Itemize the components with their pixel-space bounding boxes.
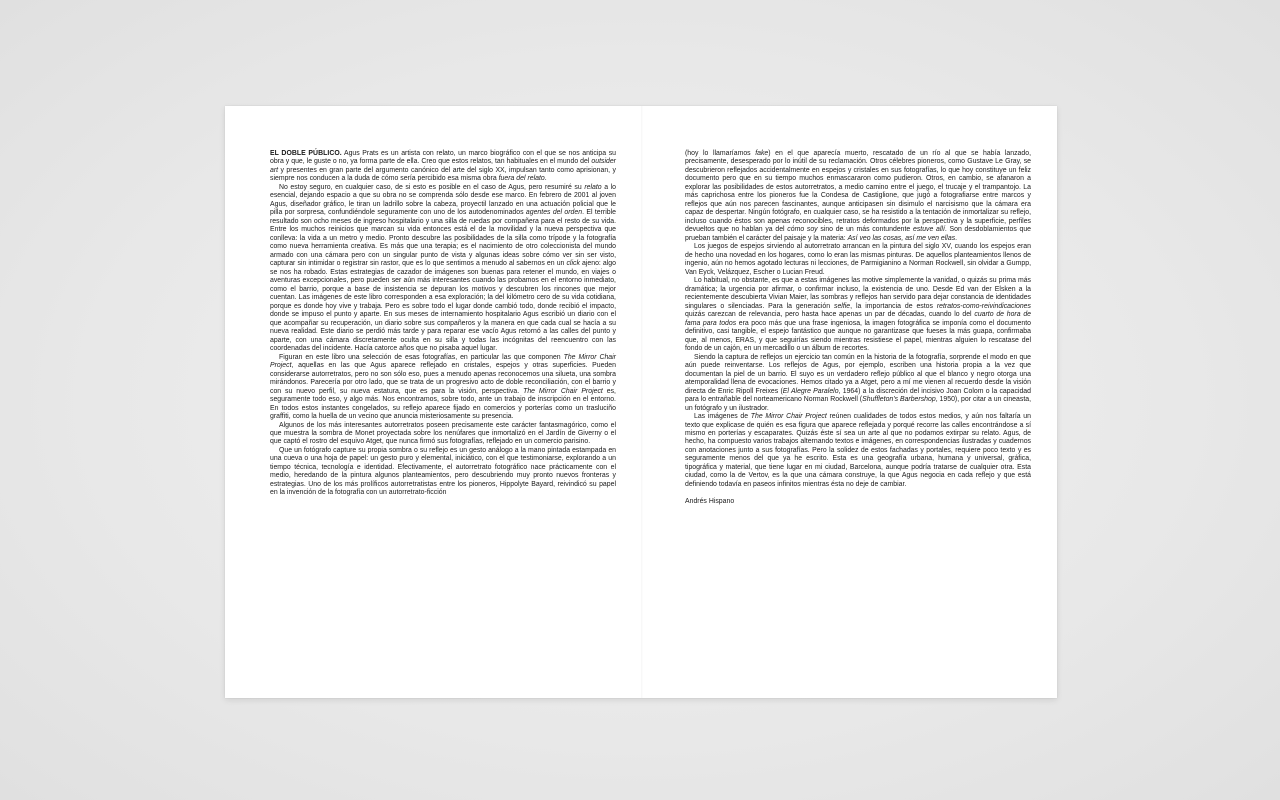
emphasis-text: El Alegre Paralelo: [782, 387, 839, 395]
left-paragraph-4: Algunos de los más interesantes autorretratos poseen precisamente este carácter fantasmagórico, como el que muestra la sombra de Monet proyectada sobre los nenúfares que inmortalizó en el Jardín de Giverny o el que captó el rostro del esquivo Atget, que nunca firmó sus fotografías, reflejado en un comercio parisino.: [270, 421, 616, 446]
book-spread: [225, 106, 1057, 698]
emphasis-text: The Mirror Chair Project: [523, 387, 603, 395]
right-paragraph-1: (hoy lo llamaríamos fake) en el que aparecía muerto, rescatado de un río al que se había lanzado, precisamente, desesperado por lo inútil de su reclamación. Otros célebres pioneros, como Gustave Le Gray, se descubrieron reflejados accidentalmente en espejos y cristales en sus fotografías, lo que hoy constituye un feliz documento pero que en su tiempo muchos enmascararon como pudieron. Otros, en cambio, se afanaron a explorar las posibilidades de estos autorretratos, a medio camino entre el juego, el trucaje y el trampantojo. La más caprichosa entre los pioneros fue la Condesa de Castiglione, que jugó a fotografiarse entre marcos y reflejos que aún nos parecen fascinantes, aunque anticipasen sin disimulo el narcisismo que la cámara era capaz de despertar. Ningún fotógrafo, en cualquier caso, se ha resistido a la tentación de inmortalizar su reflejo, incluso cuando éstos son apenas reconocibles, retratos deformados por la perspectiva y la superficie, perfiles devueltos que no hablan ya del cómo soy sino de un más contundente estuve allí. Son desdoblamientos que prueban también el carácter del paisaje y la materia: Así veo las cosas, así me ven ellas.: [685, 150, 1031, 242]
right-page-text: [685, 150, 1031, 506]
emphasis-text: cuarto de hora de fama para todos: [685, 311, 1031, 327]
left-paragraph-3: Figuran en este libro una selección de esas fotografías, en particular las que componen The Mirror Chair Project, aquellas en las que Agus aparece reflejado en cristales, espejos y otras superficies. Pueden considerarse autorretratos, pero no son sólo eso, pues a menudo apenas reconocemos una silueta, una sombra mirándonos. Parecería por otro lado, que se trata de un progresivo acto de doble reconciliación, con el barrio y con su nuevo perfil, su nueva estatura, que es para la visión, perspectiva. The Mirror Chair Project es, seguramente todo eso, y algo más. Nos encontramos, sobre todo, ante un trabajo de inscripción en el entorno. En todos estos instantes congelados, su reflejo aparece fijado en comercios y porterías como un trasluciño graffiti, como la huella de un vecino que anuncia misteriosamente su presencia.: [270, 353, 616, 421]
book-gutter: [641, 106, 643, 698]
emphasis-text: relato: [584, 183, 602, 191]
emphasis-text: Así veo las cosas, así me ven ellas: [847, 234, 956, 242]
left-paragraph-2: No estoy seguro, en cualquier caso, de si esto es posible en el caso de Agus, pero resumiré su relato a lo esencial, dejando espacio a que su obra no se comprenda sólo desde ese marco. En febrero de 2001 al joven Agus, diseñador gráfico, le tiran un ladrillo sobre la cabeza, proyectil lanzado en una actuación policial que le pilla por sorpresa, confundiéndole seguramente con uno de los autodenominados agentes del orden. El terrible resultado son ocho meses de ingreso hospitalario y una silla de ruedas por compañera para el resto de su vida. Entre los muchos reinicios que marcan su vida entonces está el de la movilidad y la nueva perspectiva que conlleva: la vida a un metro y medio. Pronto descubre las posibilidades de la silla como trípode y la fotografía como nueva herramienta creativa. Es más que una terapia; es el nacimiento de otro coleccionista del mundo armado con una cámara pero con un singular punto de vista y algunas ideas sobre cómo ver sin ser visto, capturar sin intimidar o registrar sin rastor, que es lo que sentimos a menudo al sabernos en un click ajeno: algo se nos ha robado. Estas estrategias de cazador de imágenes son buenas para retener el mundo, en viajes o aventuras excepcionales, pero pueden ser aún más interesantes cuando las probamos en el entorno inmediato, como el barrio, porque a base de insistencia se depuran los motivos y descubren los rincones que mejor cuentan. Las imágenes de este libro corresponden a esa exploración; la del kilómetro cero de su vida cotidiana, porque es donde hoy vive y trabaja. Pero es sobre todo el lugar donde cambió todo, donde recibió el impacto, donde se impuso el punto y aparte. En sus meses de internamiento hospitalario Agus escribió un diario con el que acompañar su recuperación, un diario sobre sus compañeros y la manera en que cada cual se hacía a su nueva realidad. Este diario se perdió más tarde y para reparar ese vacío Agus retornó a las calles del punto y aparte, con una cámara discretamente oculta en su silla y todas las incógnitas del reencuentro con las coordenadas del incidente. Hacía catorce años que no pisaba aquel lugar.: [270, 183, 616, 353]
right-paragraph-2: Los juegos de espejos sirviendo al autorretrato arrancan en la pintura del siglo XV, cuando los espejos eran de hecho una novedad en los hogares, como lo eran las mismas pinturas. De aquellos planteamientos llenos de ingenio, aún no hemos agotado lecturas ni lecciones, de Parmigianino a Norman Rockwell, sin olvidar a Gumpp, Van Eyck, Velázquez, Escher o Lucian Freud.: [685, 243, 1031, 276]
left-page-text: [270, 150, 616, 498]
emphasis-text: outsider art: [270, 158, 616, 174]
emphasis-text: agentes del orden: [525, 209, 583, 217]
section-heading: EL DOBLE PÚBLICO.: [270, 150, 342, 157]
right-paragraph-4: Siendo la captura de reflejos un ejercicio tan común en la historia de la fotografía, sorprende el modo en que aún puede reinventarse. Los reflejos de Agus, por ejemplo, escriben una historia propia a la vez que documentan la piel de un barrio. El suyo es un verdadero reflejo público al que el blanco y negro otorga una atemporalidad llena de evocaciones. Hemos citado ya a Atget, pero a mí me vienen al recuerdo desde la visión directa de Enric Ripoll Freixes (El Alegre Paralelo, 1964) a la discreción del incisivo Joan Colom o la capacidad para lo entrañable del norteamericano Norman Rockwell (Shuffleton's Barbershop, 1950), por citar a un cineasta, un fotógrafo y un ilustrador.: [685, 353, 1032, 412]
left-paragraph-5: Que un fotógrafo capture su propia sombra o su reflejo es un gesto análogo a la mano pintada estampada en una cueva o una hoja de papel: un gesto puro y elemental, iniciático, con el que testimoniarse, explorando a un tiempo técnica, tecnología e identidad. Efectivamente, el autorretrato fotográfico nace prácticamente con el medio, heredando de la pintura algunos planteamientos, pero descubriendo muy pronto nuevos fronteras y estrategias. Uno de los más prolíficos autorretratistas entre los pioneros, Hippolyte Bayard, reivindicó su papel en la invención de la fotografía con un autorretrato-ficción: [270, 446, 616, 497]
emphasis-text: fuera del relato: [498, 175, 545, 183]
emphasis-text: click: [566, 260, 580, 268]
emphasis-text: The Mirror Chair Project: [270, 353, 616, 370]
author-signature: Andrés Hispano: [685, 497, 735, 505]
emphasis-text: The Mirror Chair Project: [750, 413, 827, 421]
emphasis-text: estuve allí: [912, 226, 945, 234]
emphasis-text: cómo soy: [787, 226, 818, 234]
paragraph-body: Agus Prats es un artista con relato, un marco biográfico con el que se nos anticipa su obra y que, le guste o no, ya forma parte de ella. Creo que estos relatos, tan habituales en el mundo del outsider art y presentes en gran parte del argumento canónico del arte del siglo XX, impulsan tanto como aprisionan, y siempre nos conducen a la duda de cómo sería percibido esa misma obra fuera del relato.: [270, 150, 616, 183]
emphasis-text: fake: [755, 150, 769, 157]
right-paragraph-5: Las imágenes de The Mirror Chair Project reúnen cualidades de todos estos medios, y aún nos faltaría un texto que explicase de quién es esa figura que aparece reflejada y porqué recorre las calles encontrándose a sí mismo en porterías y escaparates. Quizás éste sí sea un arte al que no podamos extirpar su relato. Agus, de hecho, ha compuesto varios trabajos alternando textos e imágenes, en correspondencias ilustradas y cuadernos con anotaciones junto a sus fotografías. Pero la solidez de estos fachadas y portales, requiere poco texto y es seguramente menos del que ya he escrito. Esta es una geografía urbana, humana y universal, gráfica, tipográfica y material, que tiene lugar en mi ciudad, Barcelona, aunque podría tratarse de cualquier otra. Esta ciudad, como la de Vertov, es la que una cámara construye, la que Agus negocia en cada reflejo y que está definiendo todavía en paseos infinitos mientras ésta no deje de cambiar.: [685, 413, 1031, 488]
emphasis-text: selfie: [834, 302, 851, 310]
emphasis-text: retratos-como-reivindicaciones: [936, 302, 1031, 310]
emphasis-text: Shuffleton's Barbershop: [862, 396, 936, 404]
left-paragraph-1: [270, 150, 616, 184]
right-paragraph-3: Lo habitual, no obstante, es que a estas imágenes las motive simplemente la vanidad, o quizás su prima más dramática; la urgencia por afirmar, o confirmar incluso, la existencia de uno. Desde Ed van der Elsken a la recientemente descubierta Vivian Maier, las sombras y reflejos han servido para dejar constancia de identidades singulares o silenciadas. Para la generación selfie, la importancia de estos retratos-como-reivindicaciones quizás carezcan de relevancia, pero hasta hace apenas un par de décadas, cuando lo del cuarto de hora de fama para todos era poco más que una frase ingeniosa, la imagen fotográfica se imponía como el documento definitivo, casi tangible, el espejo fantástico que aunque no garantizase que fueses la más guapa, confirmaba que, al menos, ERAS, y que seguirías siendo mientras resistiese el papel, mientras alguien lo rescatase del fondo de un cajón, en un mercadillo o un álbum de recortes.: [685, 277, 1031, 353]
